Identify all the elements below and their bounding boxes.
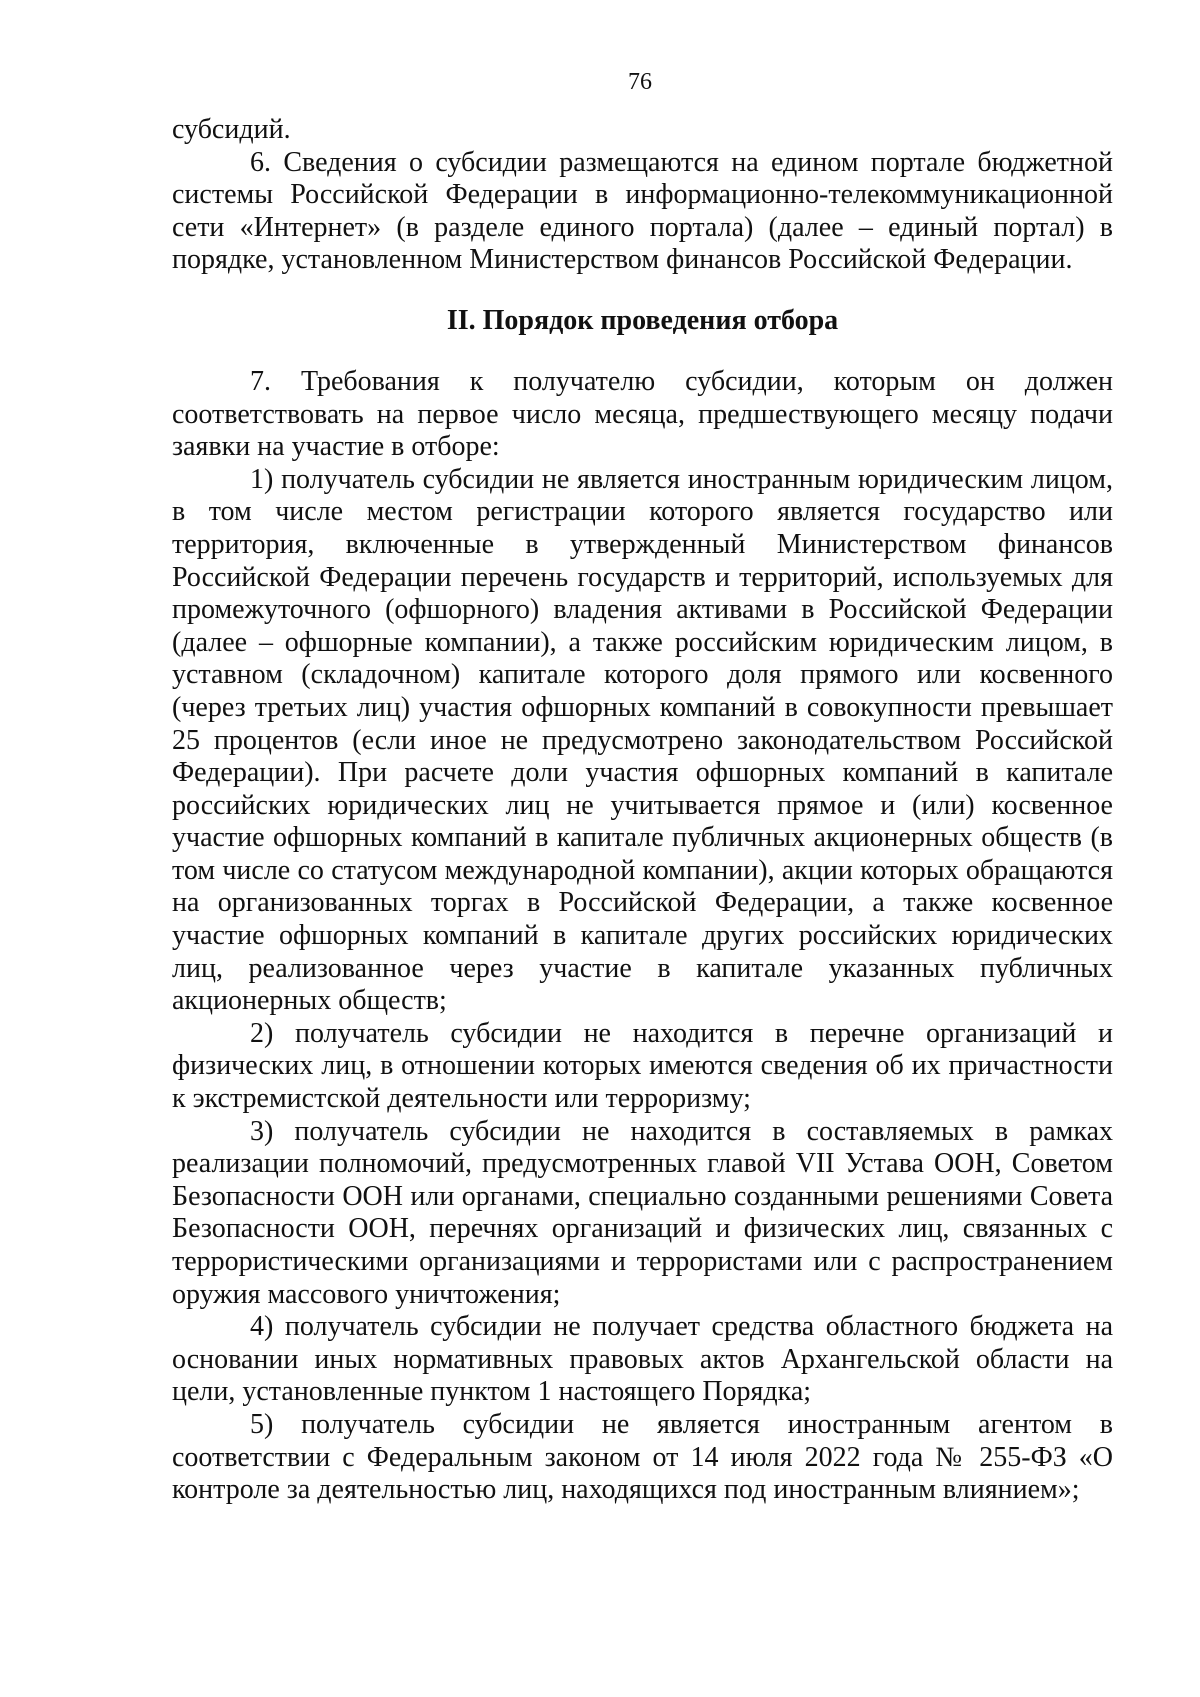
paragraphs-before-section [172, 114, 1113, 277]
document-body [172, 114, 1113, 1507]
list-item-4: 4) получатель субсидии не получает средства областного бюджета на основании иных нормативных правовых актов Архангельской области на цели, установленные пунктом 1 настоящего Порядка; [172, 1311, 1113, 1408]
page-number: 76 [628, 69, 652, 95]
list-item-1: 1) получатель субсидии не является иностранным юридическим лицом, в том числе местом регистрации которого является государство или территория, включенные в утвержденный Министерством финансов Российской Федерации перечень государств и территорий, используемых для промежуточного (офшорного) владения активами в Российской Федерации (далее – офшорные компании), а также российским юридическим лицом, в уставном (складочном) капитале которого доля прямого или косвенного (через третьих лиц) участия офшорных компаний в совокупности превышает 25 процентов (если иное не предусмотрено законодательством Российской Федерации). При расчете доли участия офшорных компаний в капитале российских юридических лиц не учитывается прямое и (или) косвенное участие офшорных компаний в капитале публичных акционерных обществ (в том числе со статусом международной компании), акции которых обращаются на организованных торгах в Российской Федерации, а также косвенное участие офшорных компаний в капитале других российских юридических лиц, реализованное через участие в капитале указанных публичных акционерных обществ; [172, 463, 1113, 1017]
list-item-3: 3) получатель субсидии не находится в составляемых в рамках реализации полномочий, предусмотренных главой VII Устава ООН, Советом Безопасности ООН или органами, специально созданными решениями Совета Безопасности ООН, перечнях организаций и физических лиц, связанных с террористическими организациями и террористами или с распространением оружия массового уничтожения; [172, 1115, 1113, 1310]
paragraph-7: 7. Требования к получателю субсидии, которым он должен соответствовать на первое число месяца, предшествующего месяцу подачи заявки на участие в отборе: [172, 365, 1113, 463]
list-item-5: 5) получатель субсидии не является иностранным агентом в соответствии с Федеральным законом от 14 июля 2022 года № 255-ФЗ «О контроле за деятельностью лиц, находящихся под иностранным влиянием»; [172, 1408, 1113, 1506]
paragraph-continuation: субсидий. [172, 114, 291, 145]
paragraph-6: 6. Сведения о субсидии размещаются на едином портале бюджетной системы Российской Федерации в информационно-телекоммуникационной сети «Интернет» (в разделе единого портала) (далее – единый портал) в порядке, установленном Министерством финансов Российской Федерации. [172, 146, 1113, 276]
paragraphs-after-section [172, 366, 1113, 1507]
section-title: II. Порядок проведения отбора [446, 304, 839, 336]
list-item-2: 2) получатель субсидии не находится в перечне организаций и физических лиц, в отношении которых имеются сведения об их причастности к экстремистской деятельности или терроризму; [172, 1017, 1113, 1115]
